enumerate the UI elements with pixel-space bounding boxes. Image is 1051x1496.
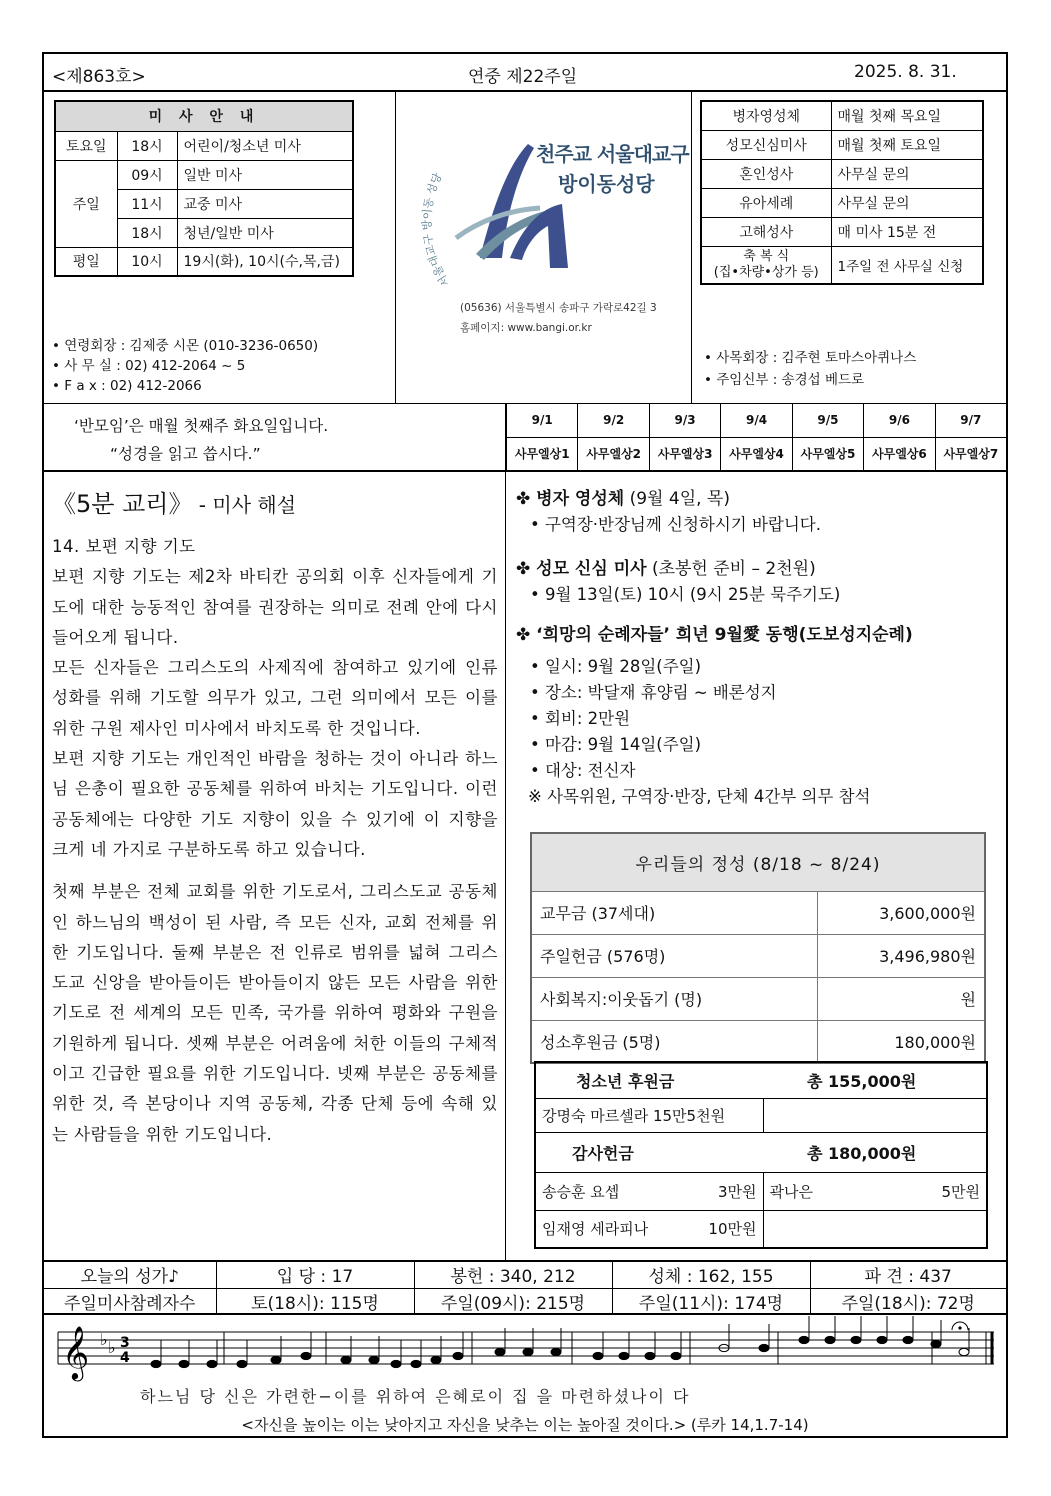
music-staff [44, 1314, 1006, 1384]
notes-group [151, 1316, 969, 1368]
sacrament-name: 혼인성사 [701, 159, 831, 188]
hymn-entrance: 입 당 : 17 [216, 1262, 414, 1288]
offering-amount: 원 [817, 977, 985, 1020]
announcement-title-text: 병자 영성체 [536, 489, 625, 509]
note-head [341, 1356, 351, 1363]
table-row [701, 101, 983, 130]
announcement-pilgrimage [516, 622, 913, 810]
announcement-title-text: ‘희망의 순례자들’ 희년 9월愛 동행(도보성지순례) [536, 625, 913, 645]
donor-entry [535, 1172, 763, 1210]
offering-label: 교무금 (37세대) [531, 891, 817, 934]
catechism-heading: 14. 보편 지향 기도 [52, 537, 196, 556]
note-head [759, 1344, 769, 1351]
donor-amount: 10만원 [708, 1220, 757, 1239]
catechism-column [44, 472, 506, 1260]
note-head [619, 1352, 629, 1359]
offering-label: 성소후원금 (5명) [531, 1020, 817, 1063]
sacrament-info-column [692, 92, 1006, 404]
logo-title-line1: 천주교 서울대교구 [536, 142, 689, 166]
note-head [179, 1360, 189, 1367]
announcement-line: • 대상: 전신자 [516, 758, 913, 784]
note-head [877, 1336, 887, 1343]
parish-address [460, 298, 657, 338]
donor-name: 임재영 세라피나 [542, 1220, 649, 1239]
donor-entry: 강명숙 마르셀라 15만5천원 [535, 1098, 763, 1132]
mass-guide-table [54, 100, 354, 277]
note-head [301, 1352, 311, 1359]
logo-title-line2: 방이동성당 [558, 172, 655, 196]
schedule-date: 9/3 [649, 404, 720, 437]
note-head [523, 1348, 533, 1355]
table-row [55, 160, 353, 189]
table-row [701, 130, 983, 159]
header-bar [44, 54, 1006, 92]
note-head [411, 1360, 421, 1367]
note-head [931, 1340, 941, 1347]
council-chair: • 사목회장 : 김주현 토마스아퀴나스 [704, 347, 916, 369]
attendance-sun-09: 주일(09시): 215명 [414, 1288, 612, 1314]
table-row [55, 131, 353, 160]
hymn-attendance-section [44, 1260, 1006, 1314]
catechism-paragraph: 보편 지향 기도는 제2차 바티칸 공의회 이후 신자들에게 기도에 대한 능동적인 참여를 권장하는 의미로 전례 안에 다시 들어오게 됩니다. [52, 567, 498, 647]
attendance-sun-11: 주일(11시): 174명 [612, 1288, 810, 1314]
notice-line1: ‘반모임’은 매월 첫째주 화요일입니다. [74, 417, 329, 435]
schedule-date: 9/7 [935, 404, 1006, 437]
mass-desc: 일반 미사 [177, 160, 353, 189]
sacrament-info: 사무실 문의 [831, 188, 983, 217]
note-head [799, 1336, 809, 1343]
schedule-date: 9/2 [578, 404, 649, 437]
hymn-label: 오늘의 성가♪ [44, 1262, 216, 1288]
sacrament-name: 유아세례 [701, 188, 831, 217]
catechism-paragraph: 첫째 부분은 전체 교회를 위한 기도로서, 그리스도교 공동체인 하느님의 백성이 된 사람, 즉 모든 신자, 교회 전체를 위한 기도입니다. 둘째 부분은 전 인류로 범위를 넓혀 그리스도교 신앙을 받아들이든 받아들이지 않든 모든 사람을 위한 기도로 전 세계의 모든 민족, 국가를 위하여 평화와 구원을 기원하게 됩니다. 셋째 부분은 어려움에 처한 이들의 구체적이고 긴급한 필요를 위한 기도입니다. 넷째 부분은 공동체를 위한 것, 즉 본당이나 지역 공동체, 각종 단체 등에 속해 있는 사람들을 위한 기도입니다. [52, 882, 498, 1144]
mass-time: 09시 [117, 160, 177, 189]
announcement-title: ✤ 성모 신심 미사 (초봉헌 준비 – 2천원) [516, 559, 816, 579]
address-text: (05636) 서울특별시 송파구 가락로42길 3 [460, 302, 657, 314]
contact-office: • 사 무 실 : 02) 412-2064 ~ 5 [52, 356, 318, 376]
donor-name: 곽나은 [769, 1182, 813, 1201]
offering-amount: 3,600,000원 [817, 891, 985, 934]
note-head [593, 1352, 603, 1359]
flat-sign-icon: ♭ [100, 1330, 108, 1349]
time-signature-bottom: 4 [120, 1350, 130, 1366]
mass-guide-title: 미 사 안 내 [55, 101, 353, 131]
parish-emblem-icon [410, 108, 680, 298]
catechism-body [52, 532, 498, 1150]
offering-label: 주일헌금 (576명) [531, 934, 817, 977]
announcement-detail: (초봉헌 준비 – 2천원) [646, 559, 816, 579]
contact-chair: • 연령회장 : 김제중 시몬 (010-3236-0650) [52, 336, 318, 356]
mass-desc: 19시(화), 10시(수,목,금) [177, 247, 353, 276]
mass-day: 토요일 [55, 131, 117, 160]
donor-entry-empty [763, 1098, 987, 1132]
note-head [551, 1348, 561, 1355]
note-head [959, 1348, 969, 1355]
table-row [55, 247, 353, 276]
issue-number: <제863호> [52, 67, 146, 87]
contact-list [52, 336, 318, 396]
schedule-reading: 사무엘상1 [507, 437, 578, 470]
flat-sign-icon: ♭ [108, 1338, 116, 1357]
table-row [701, 217, 983, 246]
note-head [825, 1336, 835, 1343]
schedule-reading: 사무엘상7 [935, 437, 1006, 470]
note-head [237, 1360, 247, 1367]
sacrament-info: 사무실 문의 [831, 159, 983, 188]
donor-entry [763, 1172, 987, 1210]
sacrament-info: 매월 첫째 토요일 [831, 130, 983, 159]
hymn-offertory: 봉헌 : 340, 212 [414, 1262, 612, 1288]
announcement-line: • 회비: 2만원 [516, 706, 913, 732]
note-head [495, 1348, 505, 1355]
schedule-items-row [507, 437, 1007, 470]
schedule-reading: 사무엘상3 [649, 437, 720, 470]
contact-fax: • F a x : 02) 412-2066 [52, 376, 318, 396]
donations-table [534, 1061, 988, 1249]
donor-entry [535, 1210, 763, 1248]
issue-date: 2025. 8. 31. [854, 62, 957, 82]
notice-row [44, 404, 1006, 472]
hymn-communion: 성체 : 162, 155 [612, 1262, 810, 1288]
announcement-sick-communion [516, 486, 821, 538]
table-row [535, 1210, 987, 1248]
table-row [701, 246, 983, 284]
announcement-title-text: 성모 신심 미사 [536, 559, 647, 579]
mass-desc: 교중 미사 [177, 189, 353, 218]
offerings-title: 우리들의 정성 (8/18 ~ 8/24) [531, 833, 985, 891]
table-row [531, 891, 985, 934]
schedule-date: 9/1 [507, 404, 578, 437]
donor-entry-empty [763, 1210, 987, 1248]
table-row [701, 188, 983, 217]
attendance-sun-18: 주일(18시): 72명 [810, 1288, 1006, 1314]
thanks-donation-title: 감사헌금 [535, 1132, 763, 1172]
schedule-dates-row [507, 404, 1007, 437]
schedule-date: 9/6 [864, 404, 935, 437]
mass-time: 18시 [117, 218, 177, 247]
table-row [535, 1062, 987, 1098]
note-head [851, 1336, 861, 1343]
hymn-recessional: 파 견 : 437 [810, 1262, 1006, 1288]
note-head [151, 1360, 161, 1367]
table-row [535, 1172, 987, 1210]
note-head [645, 1352, 655, 1359]
table-row [531, 977, 985, 1020]
note-head [431, 1356, 441, 1363]
sacrament-name: 병자영성체 [701, 101, 831, 130]
treble-clef-icon: 𝄞 [62, 1325, 90, 1379]
sacrament-name: 고해성사 [701, 217, 831, 246]
catechism-subtitle: - 미사 해설 [192, 493, 297, 517]
blessing-sublabel: (집•차량•상가 등) [713, 264, 819, 280]
hymn-lyrics: 하느님 당 신은 가련한−이를 위하여 은혜로이 집 을 마련하셨나이 다 [140, 1387, 691, 1406]
svg-text:서울대교구 방이동 성당 [419, 170, 452, 289]
thanks-donation-total: 총 180,000원 [763, 1132, 987, 1172]
mass-day: 평일 [55, 247, 117, 276]
liturgical-title: 연중 제22주일 [468, 67, 578, 87]
mass-day: 주일 [55, 160, 117, 247]
mass-desc: 어린이/청소년 미사 [177, 131, 353, 160]
offering-amount: 3,496,980원 [817, 934, 985, 977]
schedule-reading: 사무엘상2 [578, 437, 649, 470]
note-head [391, 1360, 401, 1367]
bible-reading-schedule [506, 404, 1006, 471]
sacrament-name [701, 246, 831, 284]
youth-donation-total: 총 155,000원 [763, 1062, 987, 1098]
pastor-list [704, 347, 916, 391]
announcement-title: ✤ ‘희망의 순례자들’ 희년 9월愛 동행(도보성지순례) [516, 625, 913, 645]
note-head [271, 1356, 281, 1363]
music-score [44, 1314, 1006, 1414]
note-head [903, 1336, 913, 1343]
time-signature-top: 3 [120, 1335, 130, 1351]
table-row [701, 159, 983, 188]
hymn-row [44, 1262, 1006, 1288]
announcement-detail: (9월 4일, 목) [624, 489, 730, 509]
donor-amount: 5만원 [941, 1182, 980, 1201]
logo-column [396, 92, 692, 404]
announcement-line: • 마감: 9월 14일(주일) [516, 732, 913, 758]
table-row [531, 934, 985, 977]
table-row [531, 1020, 985, 1063]
schedule-reading: 사무엘상6 [864, 437, 935, 470]
donor-amount: 3만원 [717, 1182, 757, 1201]
notice-message [44, 404, 506, 470]
catechism-paragraph: 보편 지향 기도는 개인적인 바람을 청하는 것이 아니라 하느님 은총이 필요한 공동체를 위하여 바치는 기도입니다. 이런 공동체에는 다양한 기도 지향이 있을 수 있기에 이 지향을 크게 네 가지로 구분하도록 하고 있습니다. [52, 749, 498, 859]
notice-line2: “성경을 읽고 씁시다.” [110, 445, 261, 463]
note-head [671, 1352, 681, 1359]
bulletin-page [42, 52, 1008, 1438]
blessing-label: 축 복 식 [743, 248, 790, 264]
schedule-date: 9/5 [792, 404, 863, 437]
offering-amount: 180,000원 [817, 1020, 985, 1063]
schedule-reading: 사무엘상5 [792, 437, 863, 470]
sacrament-name: 성모신심미사 [701, 130, 831, 159]
note-head [369, 1356, 379, 1363]
sacrament-info: 1주일 전 사무실 신청 [831, 246, 983, 284]
catechism-paragraph: 모든 신자들은 그리스도의 사제직에 참여하고 있기에 인류 성화를 위해 기도할 의무가 있고, 그런 의미에서 모든 이를 위한 구원 제사인 미사에서 바치도록 한 것입니다. [52, 658, 498, 738]
announcement-marian-mass [516, 556, 840, 608]
schedule-date: 9/4 [721, 404, 792, 437]
table-row [535, 1098, 987, 1132]
announcement-line: • 9월 13일(토) 10시 (9시 25분 묵주기도) [516, 582, 840, 608]
note-head [207, 1360, 217, 1367]
announcement-line: • 구역장·반장님께 신청하시기 바랍니다. [516, 512, 821, 538]
catechism-title [52, 484, 296, 519]
donor-name: 송승훈 요셉 [542, 1182, 620, 1201]
note-head [453, 1352, 463, 1359]
parish-logo [410, 108, 689, 338]
homepage-link[interactable]: 홈페이지: www.bangi.or.kr [460, 322, 592, 334]
mass-guide-column [44, 92, 396, 404]
table-row [535, 1132, 987, 1172]
catechism-title-main: 《5분 교리》 [52, 490, 193, 518]
youth-donation-title: 청소년 후원금 [535, 1062, 763, 1098]
mass-desc: 청년/일반 미사 [177, 218, 353, 247]
hymn-attendance-table [44, 1262, 1006, 1315]
announcement-title: ✤ 병자 영성체 (9월 4일, 목) [516, 489, 730, 509]
gospel-verse: <자신을 높이는 이는 낮아지고 자신을 낮추는 이는 높아질 것이다.> (루카 14,1.7-14) [241, 1416, 809, 1434]
logo-arc-text: 서울대교구 방이동 성당 [420, 171, 453, 289]
announcement-line: • 장소: 박달재 휴양림 ~ 배론성지 [516, 680, 913, 706]
sacrament-info: 매월 첫째 목요일 [831, 101, 983, 130]
attendance-label: 주일미사참례자수 [44, 1288, 216, 1314]
mass-time: 18시 [117, 131, 177, 160]
schedule-reading: 사무엘상4 [721, 437, 792, 470]
announcements-column [506, 472, 1006, 1260]
announcement-line: • 일시: 9월 28일(주일) [516, 654, 913, 680]
sacrament-table [700, 100, 984, 285]
offering-label: 사회복지:이웃돕기 (명) [531, 977, 817, 1020]
info-section [44, 92, 1006, 404]
announcement-note: ※ 사목위원, 구역장·반장, 단체 4간부 의무 참석 [528, 787, 871, 806]
parish-priest: • 주임신부 : 송경섭 베드로 [704, 369, 916, 391]
attendance-row [44, 1288, 1006, 1314]
offerings-table [530, 832, 986, 1064]
attendance-sat: 토(18시): 115명 [216, 1288, 414, 1314]
mass-time: 10시 [117, 247, 177, 276]
mass-time: 11시 [117, 189, 177, 218]
sacrament-info: 매 미사 15분 전 [831, 217, 983, 246]
